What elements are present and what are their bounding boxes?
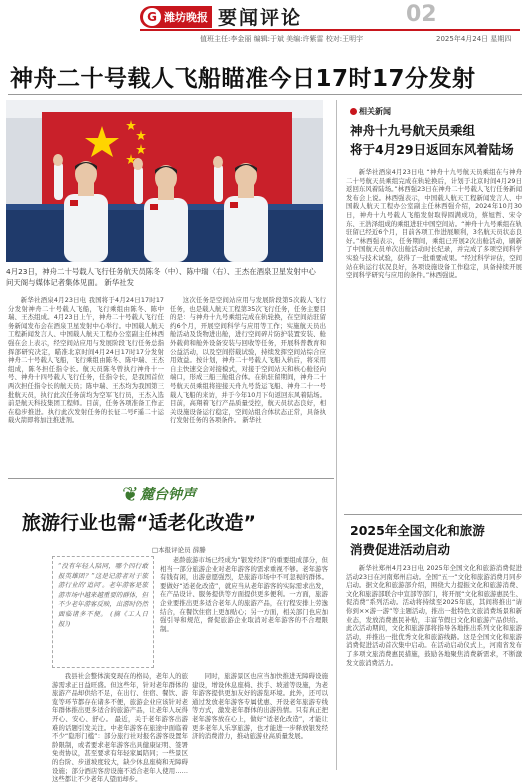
astronauts-illustration <box>6 100 323 262</box>
column-divider <box>336 100 337 770</box>
section-title: 要闻评论 <box>218 7 303 29</box>
masthead <box>0 0 530 43</box>
opinion-column-1: 我县社会整体演变现在的格局，老年人的旅游需求正日益旺盛。但这些年，针对老年群体的旅游产品却供给不足，在出行、住宿、餐饮、游览等环节都存在诸多不便，旅游企业应该针对老年群体推出更多适合的旅游产品，让老年人玩得开心、安心、舒心。 最近，关于老年游客出游难的话题引发关注。中老年游客在旅途中面临着不少“隐形门槛”：部分旅行社对报名游客设置年龄限制，或者要求老年游客出具健康证明、签署免责协议，甚至要求有年轻家属陪同；一些景区的台阶、步道坡度较大，缺少休息座椅和无障碍设施；部分酒店客房设施不适合老年人使用……这些都让不少老年人望而却步。 <box>52 672 188 784</box>
opinion-byline: □本报评论员 薛滕 <box>152 546 206 554</box>
bullet-icon <box>350 108 357 115</box>
related-news-label: 相关新闻 <box>359 107 391 116</box>
related-headline-1-line-2: 将于4月29日返回东风着陆场 <box>350 142 514 157</box>
newspaper-brand <box>140 6 212 28</box>
related-story-2-body: 新华社郑州4月23日电 2025年全国文化和旅游消费促进活动23日在河南郑州启动。全国“五一”文化和旅游消费月同步启动。据文化和旅游部介绍，围绕大力提振文化和旅游消费、文化和旅游部联合中宣部等部门，将开展“文化和旅游惠民生、促消费”系列活动。活动将持续至2025年底，其间将推出“请你到××游一游”等主题活动，推出一批特色文旅消费场景和新业态，发放消费惠民补贴，丰富节假日文化和旅游产品供给。此次活动期间，文化和旅游部将指导各地推出系列文化和旅游活动，并推出一批优秀文化和旅游线路。这是全国文化和旅游消费促进活动首次集中启动。在活动启动仪式上，河南省发布了多项文旅消费惠民措施，鼓励各地聚焦消费新需求，不断激发文旅消费活力。 <box>346 564 522 667</box>
pine-icon: ❦ <box>122 482 139 506</box>
publication-date: 2025年4月24日 星期四 <box>436 35 512 43</box>
astronauts-photo <box>6 100 323 262</box>
section-divider <box>8 478 334 479</box>
photo-caption: 4月23日，神舟二十号载人飞行任务航天员陈冬（中）、陈中瑞（右）、王杰在酒泉卫星发射中心问天阁与媒体记者集体见面。 新华社发 <box>6 267 316 287</box>
related-divider <box>344 514 522 515</box>
related-story-1-body: 新华社酒泉4月23日电 “神舟十九号航天员乘组在与神舟二十号航天员乘组完成在轨轮换后，计划于北京时间4月29日返回东风着陆场。”林西强23日在神舟二十号载人飞行任务新闻发布会上说。林西强表示，中国载人航天工程新闻发言人、中国载人航天工程办公室副主任林西强介绍，2024年10月30日，神舟十九号载人飞船发射取得圆满成功，蔡旭哲、宋令东、王浩泽组成的乘组进驻中国空间站。“神舟十九号乘组在轨驻留已经近6个月，目前各项工作进展顺利，3名航天员状态良好。”林西强表示，任务期间，乘组已开展2次出舱活动，刷新了中国航天员单次出舱活动时长纪录，并完成了多项空间科学实验与技术试验，获得了一批重要成果。“经过科学评估，空间站在轨运行状况良好，各项设施设备工作稳定，具备持续开展空间科学研究与应用的条件。”林西强说。 <box>346 168 522 280</box>
masthead-divider <box>140 29 520 31</box>
opinion-headline: 旅游行业也需“适老化改造” <box>22 512 256 534</box>
editor-credits: 值班主任:李金丽 编辑:于斌 美编:许紫雷 校对:王明宇 <box>200 35 364 43</box>
brand-logo-icon: G <box>143 8 161 26</box>
related-headline-2-line-1: 2025年全国文化和旅游 <box>350 523 485 538</box>
page-number: 02 <box>406 2 437 27</box>
opinion-column-2: 同时，旅游景区也应当加快推进无障碍设施建设，增设休息座椅、扶手、坡道等设施，为老年游客提供更加友好的游览环境。此外，还可以通过发放老年游客专属优惠、开设老年旅游专线等方式，激发老年群体的出游热情。只有真正把老年游客放在心上，做好“适老化改造”，才能让更多老年人乐享旅游，也才能进一步释放银发经济的消费潜力，推动旅游业高质量发展。 <box>192 672 328 741</box>
related-headline-2-line-2: 消费促进活动启动 <box>350 542 451 557</box>
opinion-quote: “没有年轻人陪同，哪个四行敢报英雄团？”这是记游者对于旅游行业的‘追问’。老年游客是旅游市场中越来越重要的群体，但不少老年游客反映，出游时仍然面临诸多不便。 (摘《工人日报》) <box>58 562 148 628</box>
main-story-column-2: 这次任务是空间站应用与发展阶段第5次载人飞行任务，也是载人航天工程第35次飞行任务，任务主要目的是：与神舟十九号乘组完成在轨轮换，在空间站驻留约6个月，开展空间科学与应用等工作；实施航天员出舱活动及货物进出舱，进行空间碎片防护装置安装、舱外载荷和舱外设备安装与回收等任务，开展科普教育和公益活动，以及空间搭载试验，持续发挥空间站综合应用效益。按计划，神舟二十号载人飞船入轨后，将采用自主快速交会对接模式，对接于空间站天和核心舱径向端口，形成三船三舱组合体。在轨驻留期间，神舟二十号航天员乘组将迎接天舟九号货运飞船、神舟二十一号载人飞船的来访，并于今年10月下旬返回东风着陆场。目前，高翔着飞行产品质量受控，航天员状态良好，相关设施设备运行稳定，空间站组合体状态正常，具备执行发射任务的各项条件。 新华社 <box>170 296 326 425</box>
main-headline: 神舟二十号载人飞船瞄准今日17时17分发射 <box>10 66 476 92</box>
opinion-quote-box <box>52 556 154 668</box>
opinion-column-right: 老龄旅游市场已经成为“银发经济”的重要组成部分，但相当一部分旅游企业对老年游客的需求重视不够。老年游客有钱有闲，出游意愿强烈，是旅游市场中不可忽视的群体。要做好“适老化改造”，就应当从老年游客的实际需求出发，在产品设计、服务提供等方面提供更多便利。一方面，旅游企业要推出更多适合老年人的旅游产品，在行程安排上劳逸结合，在餐饮住宿上更加贴心；另一方面，相关部门也应加强引导和规范，督促旅游企业取消对老年游客的不合理限制。 <box>160 556 328 633</box>
column-banner <box>122 482 210 506</box>
related-news-tag <box>350 106 391 117</box>
main-story-column-1: 新华社酒泉4月23日电 我国将于4月24日17时17分发射神舟二十号载人飞船，飞行乘组由陈冬、陈中瑞、王杰组成。4月23日上午，神舟二十号载人飞行任务新闻发布会在酒泉卫星发射中心举行。中国载人航天工程新闻发言人、中国载人航天工程办公室副主任林西强在会上表示，经空间站应用与发展阶段飞行任务总指挥部研究决定，瞄准北京时间4月24日17时17分发射神舟二十号载人飞船，飞行乘组由陈冬、陈中瑞、王杰组成，陈冬担任指令长。航天员陈冬曾执行神舟十一号、神舟十四号载人飞行任务，任指令长，是我国首位两次担任指令长的航天员；陈中瑞、王杰均为我国第三批航天员，执行此次任务前均为空军飞行员，王杰入选前是航天科技集团工程师。目前，任务各项准备工作正在稳步推进。执行此次发射任务的长征二号F遥二十运载火箭即将加注推进剂。 <box>8 296 164 425</box>
related-headline-1-line-1: 神舟十九号航天员乘组 <box>350 123 476 138</box>
column-name: 麓台钟声 <box>140 487 196 503</box>
headline-divider <box>8 94 522 95</box>
brand-name: 潍坊晚报 <box>164 11 208 24</box>
